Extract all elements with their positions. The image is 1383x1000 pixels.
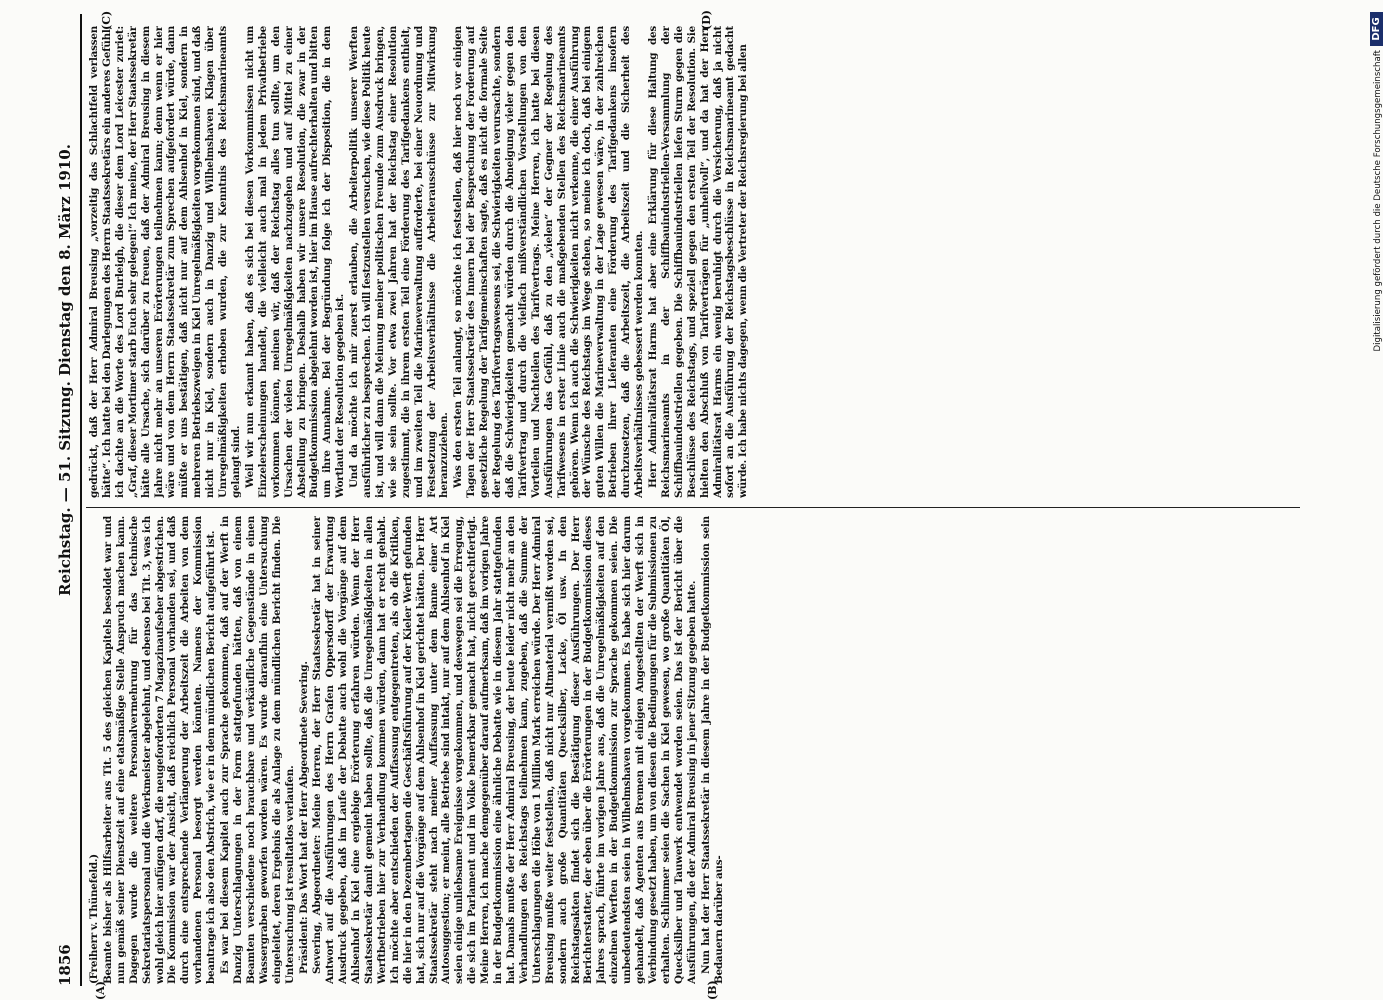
- left-column: [88, 516, 1300, 984]
- paragraph: Und da möchte ich mir zuerst erlauben, die Arbeiterpolitik unserer Werften ausführlicher zu besprechen. Ich will festzustellen versuchen, wie diese Politik heute ist, und will dann die Meinung meiner politischen Freunde zum Ausdruck bringen, wie sie sein sollte. Vor etwa zwei Jahren hat der Reichstag einer Resolution zugestimmt, die in ihrem ersten Teil eine Förderung des Tarifgedankens enthielt, und im zweiten Teil die Marineverwaltung aufforderte, bei einer Neuordnung und Festsetzung der Arbeitsverhältnisse die Arbeiterausschüsse zur Mitwirkung heranzuziehen.: [348, 26, 451, 498]
- margin-marker-a: (A): [94, 981, 107, 1000]
- column-divider: [86, 507, 1300, 508]
- paragraph: Beamte bisher als Hilfsarbeiter aus Tit. 5 des gleichen Kapitels besoldet war und nun gemäß seiner Dienstzeit auf eine etatsmäßige Stelle Anspruch machen kann. Dagegen wurde die weitere Personalvermehrung für das technische Sekretariatspersonal und die Werkmeister abgelehnt, und ebenso bei Tit. 3, was ich wohl gleich hier anfügen darf, die neugeforderten 7 Magazinaufseher abgestrichen. Die Kommission war der Ansicht, daß reichlich Personal vorhanden sei, und daß durch eine entsprechende Verlängerung der Arbeitszeit die Arbeiten von dem vorhandenen Personal besorgt werden könnten. Namens der Kommission beantrage ich also den Abstrich, wie er in dem mündlichen Bericht aufgeführt ist.: [101, 516, 218, 984]
- paragraph: Was den ersten Teil anlangt, so möchte ich feststellen, daß hier noch vor einigen Tagen der Herr Staatssekretär des Innern bei der Besprechung der Forderung auf gesetzliche Regelung der Tarifgemeinschaften sagte, daß es nicht die formale Seite der Regelung des Tarifvertragswesens sei, die Schwierigkeiten verursachte, sondern daß die Schwierigkeiten gemacht würden durch die Abneigung vieler gegen den Tarifvertrag und durch die vielfach mißverständlichen Vorstellungen von den Vorteilen und Nachteilen des Tarifvertrags. Meine Herren, ich hatte bei diesen Ausführungen das Gefühl, daß zu den „vielen“ der Gegner der Regelung des Tarifwesens in erster Linie auch die maßgebenden Stellen des Reichsmarineamts gehören. Wenn ich auch die Schwierigkeiten nicht verkenne, die einer Ausführung der Wünsche des Reichstags im Wege stehen, so meine ich doch, daß bei einigem guten Willen die Marineverwaltung in der Lage gewesen wäre, in der zahlreichen Betrieben ihrer Lieferanten eine Förderung des Tarifgedankens insofern durchzusetzen, daß die Arbeitszeit, die Arbeitszeit und die Sicherheit des Arbeitsverhältnisses gebessert werden konnten.: [452, 26, 646, 498]
- paragraph: Nun hat der Herr Staatssekretär in diesem Jahre in der Budgetkommission sein Bedauern darüber aus-: [699, 516, 725, 984]
- header-rule: [80, 14, 82, 986]
- paragraph: Präsident: Das Wort hat der Herr Abgeordnete Severing.: [297, 661, 310, 974]
- paragraph: Es war bei diesem Kapitel auch zur Sprache gekommen, daß auf der Werft in Danzig Unterschlagungen in der Form stattgefunden hätten, daß von einem Beamten verschiedene noch brauchbare und verkäufliche Gegenstände in einen Wassergraben geworfen worden wären. Es wurde daraufhin eine Untersuchung eingeleitet, deren Ergebnis die als Anlage zu dem mündlichen Bericht finden. Die Untersuchung ist resultatlos verlaufen.: [219, 516, 296, 984]
- right-column: [88, 26, 1300, 498]
- margin-marker-b: (B): [706, 980, 719, 1000]
- speaker-continuation: (Freiherr v. Thünefeld.): [88, 854, 100, 984]
- session-date: Dienstag den 8. März 1910.: [56, 144, 74, 376]
- session-title: Reichstag. — 51. Sitzung.: [56, 381, 74, 596]
- paragraph: Severing, Abgeordneter: Meine Herren, der Herr Staatssekretär hat in seiner Antwort auf die Ausführungen des Herrn Grafen Oppersdorff der Erwartung Ausdruck gegeben, daß im Laufe der Debatte auch wohl die Vorgänge auf dem Ahlsenhof in Kiel eine ergiebige Erörterung erfahren würden. Wenn der Herr Staatssekretär damit gemeint haben sollte, daß die Unregelmäßigkeiten in allen Werftbetrieben hier zur Verhandlung kommen würden, dann hat er recht gehabt. Ich möchte aber entschieden der Auffassung entgegentreten, als ob die Kritiken, die hier in den Dezembertagen die Geschäftsführung auf der Kieler Werft gefunden hat, sich nur auf die Vorgänge auf dem Ahlsenhof in Kiel gerichtet hätten. Der Herr Staatssekretär steht nach meiner Auffassung unter dem Banne einer Art Autosuggestion; er meint, alle Betriebe sind intakt, nur auf dem Ahlsenhof in Kiel seien einige unliebsame Ereignisse vorgekommen, und deswegen sei die Erregung, die sich im Parlament und im Volke bemerkbar gemacht hat, nicht gerechtfertigt. Meine Herren, ich mache demgegenüber darauf aufmerksam, daß im vorigen Jahre in der Budgetkommission eine ähnliche Debatte wie in diesem Jahr stattgefunden hat. Damals mußte der Herr Admiral Breusing, der heute leider nicht mehr an den Verhandlungen des Reichstags teilnehmen kann, zugeben, daß die Summe der Unterschlagungen die Höhe von 1 Million Mark erreichen würde. Der Herr Admiral Breusing mußte weiter feststellen, daß nicht nur Altmaterial vermißt worden sei, sondern auch große Quantitäten Quecksilber, Lacke, Öl usw. In den Reichstagsakten findet sich die Bestätigung dieser Ausführungen. Der Herr Berichterstatter, der eben über die Erörterungen in der Budgetkommission dieses Jahres sprach, führte im vorigen Jahre aus, daß die Unregelmäßigkeiten auf den einzelnen Werften in der Budgetkommission zur Sprache gekommen seien. Die unbedeutendsten seien in Wilhelmshaven vorgekommen. Es habe sich hier darum gehandelt, daß Agenten aus Bremen mit einigen Angestellten der Werft sich in Verbindung gesetzt haben, um von diesen die Bedingungen für die Submissionen zu erhalten. Schlimmer seien die Sachen in Kiel gewesen, wo große Quantitäten Öl, Quecksilber und Tauwerk entwendet worden seien. Das ist der Bericht über die Ausführungen, die der Admiral Breusing in jener Sitzung gegeben hatte.: [311, 516, 698, 984]
- paragraph: Herr Admiralitätsrat Harms hat aber eine Erklärung für diese Haltung des Reichsmarineamts in der Schiffbauindustriellen-Versammlung der Schiffbauindustriellen gegeben. Die Schiffbauindustriellen liefen Sturm gegen die Beschlüsse des Reichstags, und speziell gegen den ersten Teil der Resolution. Sie hielten den Abschluß von Tarifverträgen für „unheilvoll“, und da hat der Herr Admiralitätsrat Harms ein wenig beruhigt durch die Versicherung, daß ja nicht sofort an die Ausführung der Reichstagsbeschlüsse in Reichsmarineamt gedacht würde. Ich habe nichts dagegen, wenn die Vertreter der Reichsregierung bei allen: [646, 26, 750, 498]
- margin-marker-d: (D): [700, 10, 713, 30]
- dfg-logo: DFG: [1370, 12, 1383, 46]
- page-number: 1856: [56, 944, 74, 986]
- digitization-note: Digitalisierung gefördert durch die Deutsche Forschungsgemeinschaft: [1373, 50, 1383, 352]
- margin-marker-c: (C): [100, 10, 113, 30]
- digitization-sidebar: [1368, 6, 1383, 996]
- running-header: [54, 14, 76, 986]
- paragraph: Weil wir nun erkannt haben, daß es sich bei diesen Vorkommnissen nicht um Einzelerscheinungen handelt, die vielleicht auch mal in jedem Privatbetriebe vorkommen können, meinen wir, daß der Reichstag alles tun sollte, um den Ursachen der vielen Unregelmäßigkeiten nachzugehen und auf Mittel zu einer Abstellung zu bringen. Deshalb haben wir unsere Resolution, die zwar in der Budgetkommission abgelehnt worden ist, hier im Hause aufrechterhalten und bitten um ihre Annahme. Bei der Begründung folge ich der Disposition, die in dem Wortlaut der Resolution gegeben ist.: [243, 26, 347, 498]
- paragraph: gedrückt, daß der Herr Admiral Breusing „vorzeitig das Schlachtfeld verlassen hätte“. Ich hatte bei den Darlegungen des Herrn Staatssekretärs ein anderes Gefühl, ich dachte an die Worte des Lord Burleigh, die dieser dem Lord Leicester zuriet: „Graf, dieser Mortimer starb Euch sehr gelegen!“ Ich meine, der Herr Staatssekretär hätte alle Ursache, sich darüber zu freuen, daß der Admiral Breusing in diesem Jahre nicht mehr an unseren Erörterungen teilnehmen kann; denn wenn er hier wäre und von dem Herrn Staatssekretär zum Sprechen aufgefordert würde, dann müßte er uns bestätigen, daß nicht nur auf dem Ahlsenhof in Kiel, sondern in mehreren Betriebszweigen in Kiel Unregelmäßigkeiten vorgekommen sind, und daß nicht nur in Kiel, sondern auch in Danzig und Wilhelmshaven Klagen über Unregelmäßigkeiten erhoben wurden, die zur Kenntnis des Reichsmarineamts gelangt sind.: [88, 26, 242, 498]
